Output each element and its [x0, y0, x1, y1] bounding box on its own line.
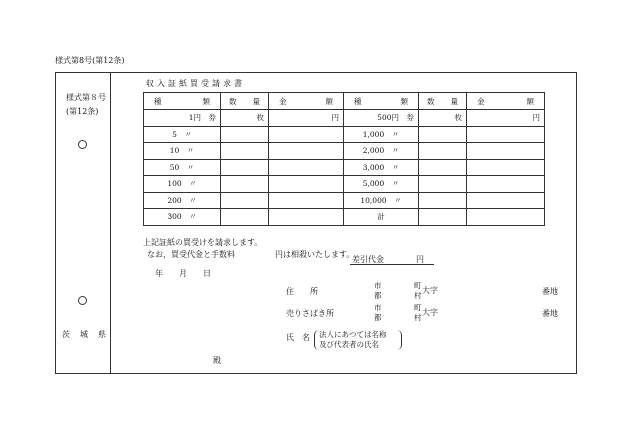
table-row — [144, 143, 545, 160]
qty-cell[interactable] — [221, 192, 269, 209]
amount-cell[interactable] — [269, 176, 344, 193]
kind-cell: 1円 券 — [144, 110, 221, 127]
kind-cell: 1,000 〃 — [344, 126, 419, 143]
town-mark: 町 — [414, 281, 422, 290]
amount-cell[interactable] — [467, 159, 545, 176]
table-row — [144, 126, 545, 143]
qty-cell[interactable] — [221, 176, 269, 193]
kind-cell: 10,000 〃 — [344, 192, 419, 209]
table-row — [144, 192, 545, 209]
banchi-mark: 番地 — [542, 309, 558, 318]
qty-cell[interactable] — [221, 209, 269, 226]
left-form-number: 様式第８号 — [66, 93, 106, 102]
table-row — [144, 110, 545, 127]
banchi-mark: 番地 — [542, 287, 558, 296]
city-mark: 市 — [374, 303, 382, 312]
stamp-table — [143, 92, 545, 226]
amount-cell[interactable] — [269, 143, 344, 160]
town-mark: 町 — [414, 303, 422, 312]
address-label: 住 所 — [286, 287, 318, 296]
kind-cell: 500円 券 — [344, 110, 419, 127]
left-article: (第12条) — [66, 107, 99, 116]
qty-cell[interactable] — [419, 159, 467, 176]
kind-cell: 2,000 〃 — [344, 143, 419, 160]
header-qty: 数 量 — [419, 93, 467, 110]
kind-cell: 100 〃 — [144, 176, 221, 193]
offset-statement: なお，買受代金と手数料 円は相殺いたします。 — [147, 250, 355, 259]
amount-cell[interactable] — [269, 159, 344, 176]
qty-cell[interactable] — [419, 192, 467, 209]
form-divider — [110, 72, 111, 374]
metro-mark: 都 — [374, 313, 382, 322]
amount-cell[interactable] — [467, 143, 545, 160]
amount-cell[interactable] — [467, 192, 545, 209]
corp-note-line1: 法人にあつては名称 — [319, 330, 387, 339]
qty-cell[interactable] — [221, 159, 269, 176]
kind-cell: 5 〃 — [144, 126, 221, 143]
amount-cell[interactable]: 円 — [269, 110, 344, 127]
prefecture-name: 茨 城 県 — [62, 330, 107, 339]
corp-note-line2: 及び代表者の氏名 — [319, 340, 379, 349]
kind-cell: 5,000 〃 — [344, 176, 419, 193]
form-number-heading: 様式第8号(第12条) — [55, 56, 125, 65]
qty-cell[interactable] — [221, 126, 269, 143]
qty-cell[interactable] — [221, 143, 269, 160]
table-row — [144, 159, 545, 176]
seal-circle-icon — [78, 296, 87, 305]
header-amount: 金 額 — [269, 93, 344, 110]
seller-label: 売りさばき所 — [286, 309, 334, 318]
city-mark: 市 — [374, 281, 382, 290]
header-qty: 数 量 — [221, 93, 269, 110]
kind-cell: 50 〃 — [144, 159, 221, 176]
amount-cell[interactable] — [467, 126, 545, 143]
amount-cell[interactable]: 円 — [467, 110, 545, 127]
header-amount: 金 額 — [467, 93, 545, 110]
qty-cell[interactable] — [419, 126, 467, 143]
name-label: 氏 名 — [286, 333, 310, 342]
village-mark: 村 — [414, 291, 422, 300]
deduction-underline — [350, 264, 434, 265]
qty-cell[interactable] — [419, 209, 467, 226]
amount-cell[interactable] — [467, 209, 545, 226]
qty-cell[interactable] — [419, 143, 467, 160]
qty-cell[interactable]: 枚 — [419, 110, 467, 127]
header-kind: 種 類 — [144, 93, 221, 110]
table-row — [144, 209, 545, 226]
qty-cell[interactable]: 枚 — [221, 110, 269, 127]
table-row — [144, 176, 545, 193]
oaza-mark: 大字 — [422, 308, 438, 317]
kind-cell: 3,000 〃 — [344, 159, 419, 176]
qty-cell[interactable] — [419, 176, 467, 193]
kind-cell: 200 〃 — [144, 192, 221, 209]
kind-cell: 300 〃 — [144, 209, 221, 226]
village-mark: 村 — [414, 313, 422, 322]
deduction-amount: 差引代金 円 — [352, 255, 424, 264]
honorific-tono: 殿 — [213, 356, 221, 365]
date-line: 年 月 日 — [155, 269, 211, 278]
oaza-mark: 大字 — [422, 286, 438, 295]
amount-cell[interactable] — [269, 209, 344, 226]
request-statement: 上記証紙の買受けを請求します。 — [143, 238, 263, 247]
amount-cell[interactable] — [467, 176, 545, 193]
seal-circle-icon — [78, 140, 87, 149]
metro-mark: 都 — [374, 291, 382, 300]
amount-cell[interactable] — [269, 192, 344, 209]
total-label-cell: 計 — [344, 209, 419, 226]
table-header-row — [144, 93, 545, 110]
form-title: 収入証紙買受請求書 — [146, 79, 245, 88]
amount-cell[interactable] — [269, 126, 344, 143]
header-kind: 種 類 — [344, 93, 419, 110]
kind-cell: 10 〃 — [144, 143, 221, 160]
